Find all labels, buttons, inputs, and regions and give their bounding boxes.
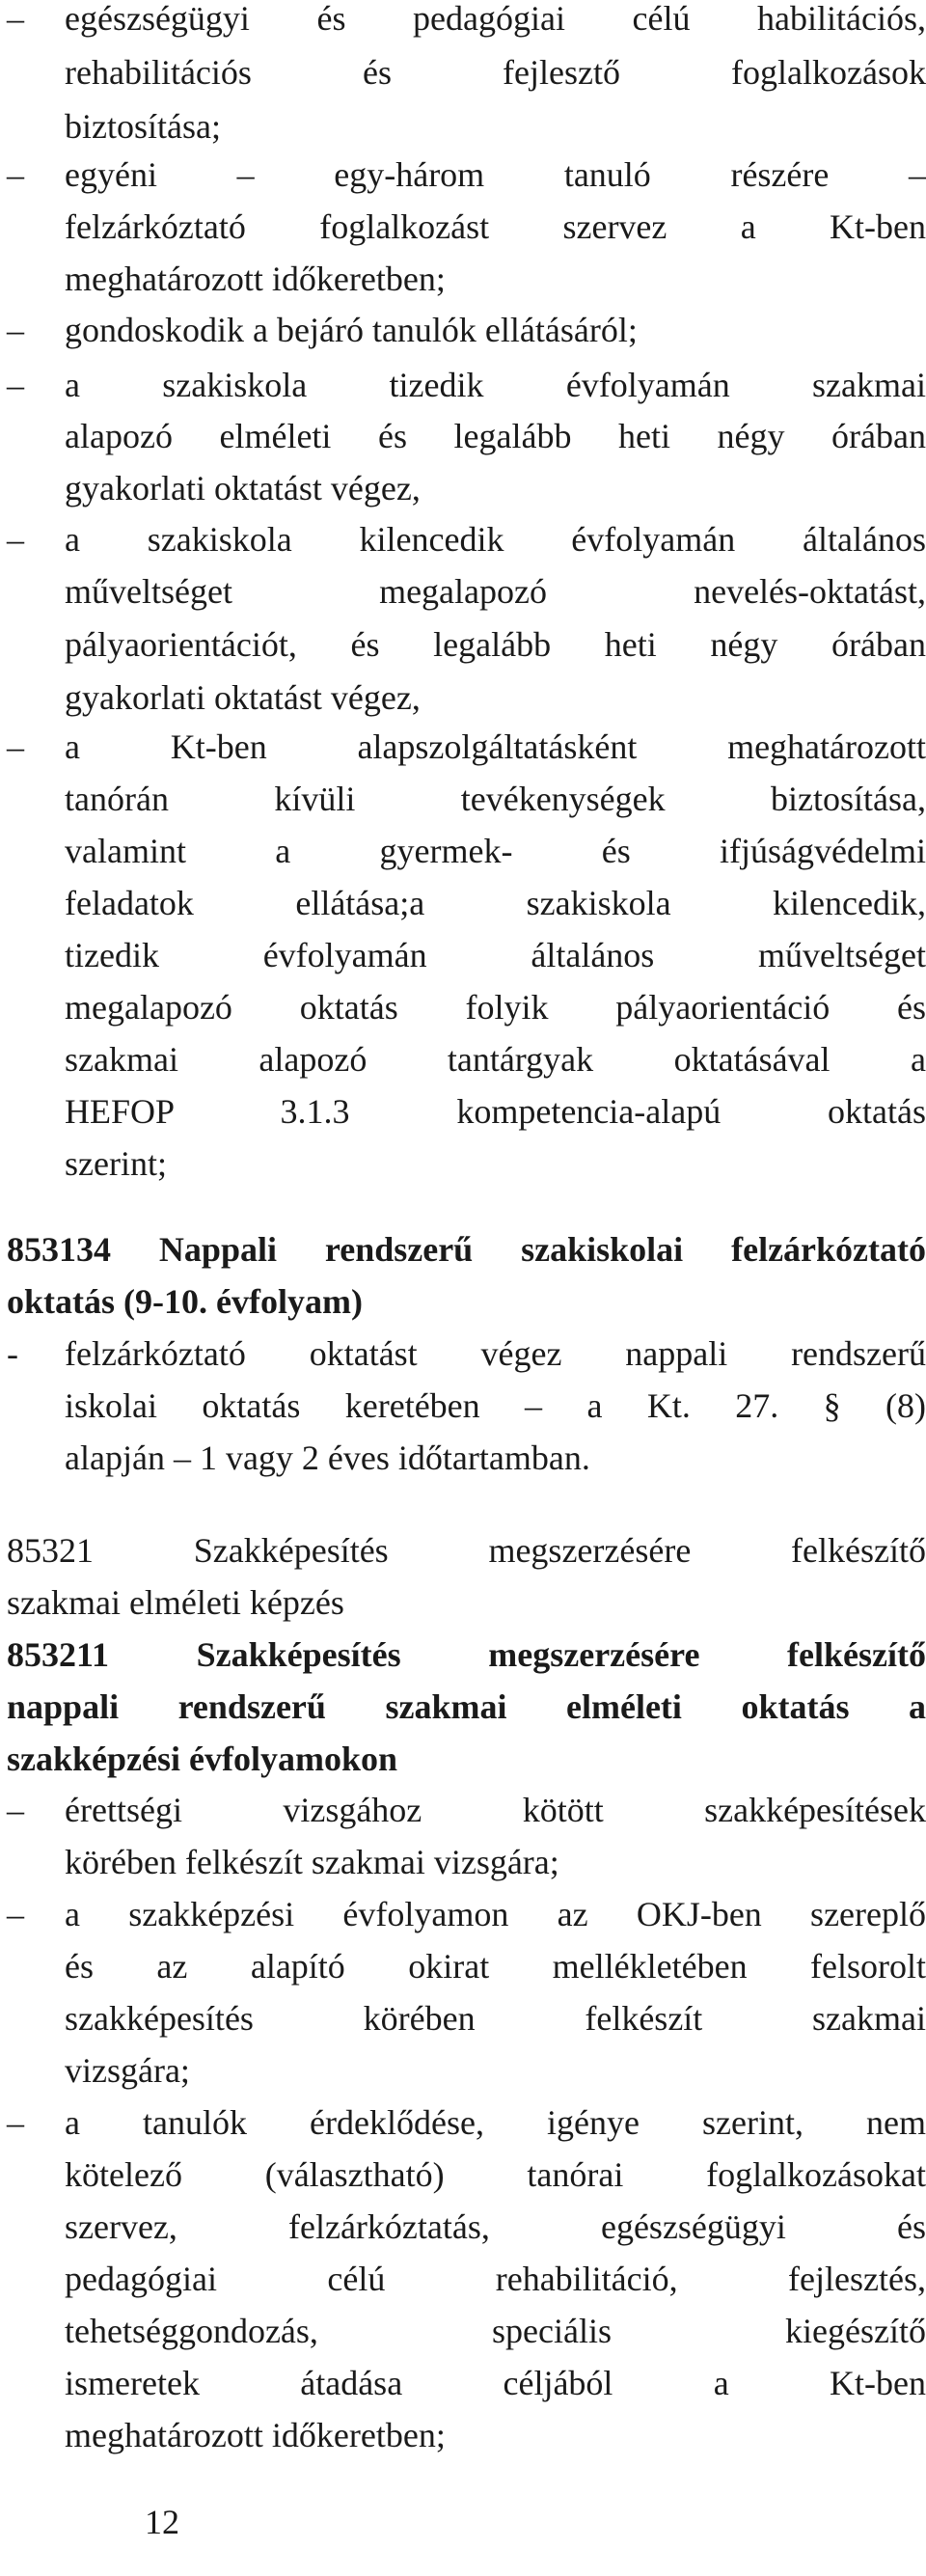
section-heading: 85321 Szakképesítés megszerzésére felkészítő [7, 1531, 926, 1570]
list-item-line: biztosítása; [65, 107, 221, 146]
list-item-line: szervez, felzárkóztatás, egészségügyi és [65, 2207, 926, 2246]
section-heading: szakmai elméleti képzés [7, 1583, 344, 1622]
list-dash: – [7, 727, 24, 766]
list-item-line: körében felkészít szakmai vizsgára; [65, 1843, 559, 1881]
list-item-line: felzárkóztató oktatást végez nappali rendszerű [65, 1334, 926, 1373]
list-item-line: pedagógiai célú rehabilitáció, fejlesztés, [65, 2260, 926, 2298]
list-item-line: a Kt-ben alapszolgáltatásként meghatározott [65, 727, 926, 766]
list-item-line: és az alapító okirat mellékletében felsorolt [65, 1947, 926, 1986]
list-item-line: érettségi vizsgához kötött szakképesítések [65, 1791, 926, 1829]
list-item-line: a tanulók érdeklődése, igénye szerint, nem [65, 2103, 926, 2142]
list-item-line: gondoskodik a bejáró tanulók ellátásáról; [65, 311, 638, 349]
list-item-line: szakmai alapozó tantárgyak oktatásával a [65, 1040, 926, 1079]
subsection-heading: nappali rendszerű szakmai elméleti oktatás a [7, 1687, 926, 1726]
list-item-line: tehetséggondozás, speciális kiegészítő [65, 2312, 926, 2350]
list-dash: – [7, 1895, 24, 1933]
list-item-line: valamint a gyermek- és ifjúságvédelmi [65, 832, 926, 870]
list-item-line: pályaorientációt, és legalább heti négy órában [65, 625, 926, 664]
section-heading: 853134 Nappali rendszerű szakiskolai felzárkóztató [7, 1230, 926, 1269]
list-item-line: szakképesítés körében felkészít szakmai [65, 1999, 926, 2038]
list-item-line: kötelező (választható) tanórai foglalkozásokat [65, 2155, 926, 2194]
list-item-line: a szakiskola kilencedik évfolyamán általános [65, 520, 926, 559]
list-item-line: ismeretek átadása céljából a Kt-ben [65, 2364, 926, 2402]
list-dash: – [7, 0, 24, 38]
list-item-line: gyakorlati oktatást végez, [65, 678, 421, 717]
page-number: 12 [145, 2503, 179, 2541]
list-item-line: a szakiskola tizedik évfolyamán szakmai [65, 366, 926, 404]
list-item-line: HEFOP 3.1.3 kompetencia-alapú oktatás [65, 1092, 926, 1131]
list-dash: – [7, 1791, 24, 1829]
list-item-line: alapján – 1 vagy 2 éves időtartamban. [65, 1439, 590, 1477]
list-item-line: meghatározott időkeretben; [65, 2416, 446, 2454]
list-item-line: szerint; [65, 1144, 167, 1183]
list-item-line: iskolai oktatás keretében – a Kt. 27. § (8) [65, 1386, 926, 1425]
list-dash: – [7, 2103, 24, 2142]
list-hyphen: - [7, 1334, 18, 1373]
list-dash: – [7, 366, 24, 404]
list-item-line: a szakképzési évfolyamon az OKJ-ben szereplő [65, 1895, 926, 1933]
list-item-line: gyakorlati oktatást végez, [65, 469, 421, 507]
list-dash: – [7, 311, 24, 349]
list-item-line: feladatok ellátása;a szakiskola kilencedik, [65, 884, 926, 922]
list-item-line: egészségügyi és pedagógiai célú habilitációs, [65, 0, 926, 38]
list-item-line: rehabilitációs és fejlesztő foglalkozások [65, 53, 926, 92]
list-item-line: alapozó elméleti és legalább heti négy órában [65, 417, 926, 455]
list-item-line: tizedik évfolyamán általános műveltséget [65, 936, 926, 974]
list-item-line: felzárkóztató foglalkozást szervez a Kt-ben [65, 207, 926, 246]
subsection-heading: 853211 Szakképesítés megszerzésére felkészítő [7, 1635, 926, 1674]
subsection-heading: szakképzési évfolyamokon [7, 1740, 397, 1778]
list-dash: – [7, 520, 24, 559]
list-dash: – [7, 155, 24, 194]
list-item-line: egyéni – egy-három tanuló részére – [65, 155, 926, 194]
list-item-line: tanórán kívüli tevékenységek biztosítása, [65, 780, 926, 818]
list-item-line: műveltséget megalapozó nevelés-oktatást, [65, 572, 926, 611]
list-item-line: vizsgára; [65, 2051, 190, 2090]
list-item-line: meghatározott időkeretben; [65, 260, 446, 298]
list-item-line: megalapozó oktatás folyik pályaorientáció és [65, 988, 926, 1027]
section-heading: oktatás (9-10. évfolyam) [7, 1282, 363, 1321]
